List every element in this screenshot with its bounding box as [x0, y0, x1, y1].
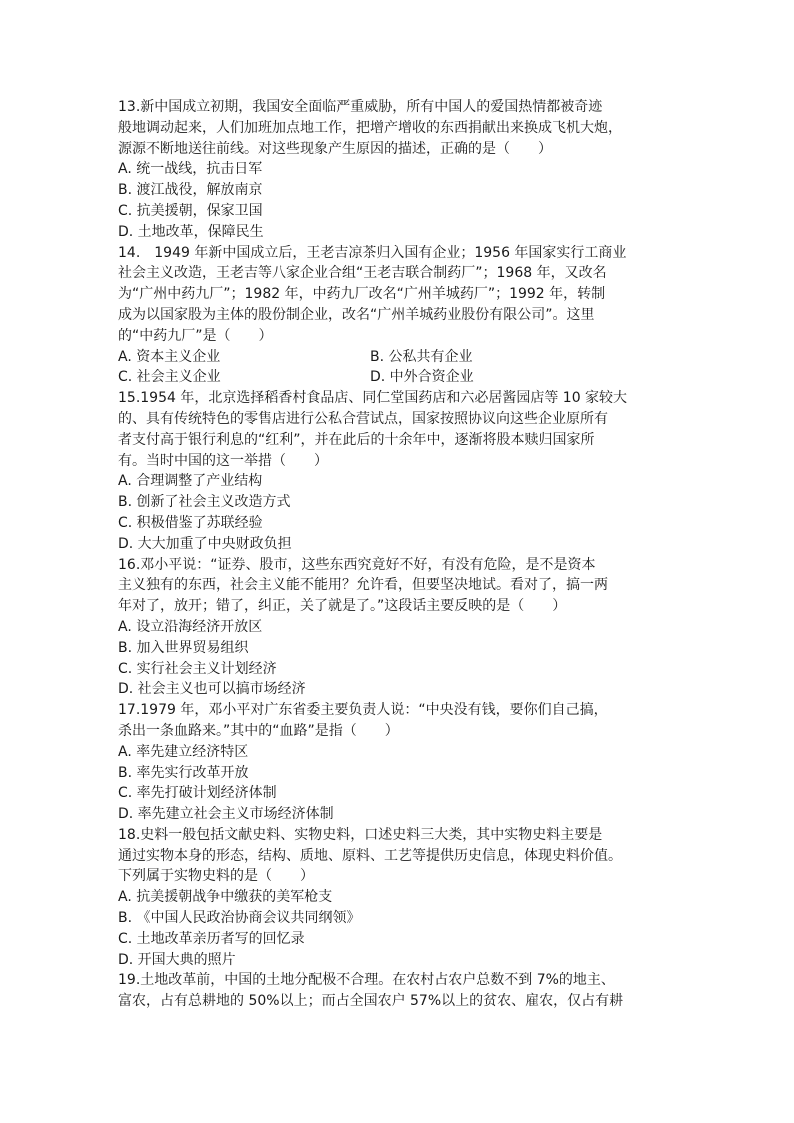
- question-text-line: 通过实物本身的形态，结构、质地、原料、工艺等提供历史信息，体现史料价值。: [118, 847, 622, 864]
- question-13: [118, 97, 678, 243]
- question-16: [118, 555, 678, 701]
- question-text-line: 者支付高于银行利息的“红利”，并在此后的十余年中，逐渐将股本赎归国家所: [118, 431, 595, 448]
- option-a: A. 抗美援朝战争中缴获的美军枪支: [118, 889, 333, 906]
- option-d: D. 土地改革，保障民生: [118, 223, 264, 240]
- option-d: D. 开国大典的照片: [118, 951, 236, 968]
- question-18: [118, 825, 678, 971]
- question-text-line: 为“广州中药九厂”；1982 年，中药九厂改名“广州羊城药厂”；1992 年，转制: [118, 286, 606, 303]
- question-text-line: 13.新中国成立初期，我国安全面临严重威胁，所有中国人的爱国热情都被奇迹: [118, 99, 603, 115]
- question-text-line: 15.1954 年，北京选择稻香村食品店、同仁堂国药店和六必居酱园店等 10 家较大: [118, 390, 628, 407]
- option-row: [118, 347, 678, 368]
- question-text-line: 杀出一条血路来。”其中的“血路”是指（ ）: [118, 722, 399, 739]
- option-c: C. 积极借鉴了苏联经验: [118, 514, 263, 531]
- option-a: A. 合理调整了产业结构: [118, 473, 263, 490]
- option-b: B. 率先实行改革开放: [118, 764, 249, 781]
- question-text-line: 的、具有传统特色的零售店进行公私合营试点，国家按照协议向这些企业原所有: [118, 410, 608, 427]
- question-17: [118, 700, 678, 825]
- option-d: D. 社会主义也可以搞市场经济: [118, 681, 306, 698]
- option-c: C. 抗美援朝，保家卫国: [118, 202, 263, 219]
- option-a: A. 设立沿海经济开放区: [118, 618, 263, 635]
- question-text-line: 19.土地改革前，中国的土地分配极不合理。在农村占农户总数不到 7%的地主、: [118, 972, 615, 989]
- question-15: [118, 388, 678, 554]
- question-text-line: 般地调动起来，人们加班加点地工作，把增产增收的东西捐献出来换成飞机大炮，: [118, 119, 622, 136]
- option-a: A. 资本主义企业: [118, 348, 221, 365]
- question-text-line: 社会主义改造，王老吉等八家企业合组“王老吉联合制药厂”；1968 年，又改名: [118, 265, 607, 282]
- option-b: B. 公私共有企业: [370, 348, 473, 365]
- question-text-line: 18.史料一般包括文献史料、实物史料，口述史料三大类，其中实物史料主要是: [118, 826, 603, 843]
- option-a: A. 率先建立经济特区: [118, 743, 249, 760]
- option-b: B. 创新了社会主义改造方式: [118, 494, 291, 511]
- question-text-line: 主义独有的东西，社会主义能不能用？允许看，但要坚决地试。看对了，搞一两: [118, 577, 608, 594]
- question-19: [118, 970, 678, 1012]
- question-text-line: 成为以国家股为主体的股份制企业，改名“广州羊城药业股份有限公司”。这里: [118, 306, 595, 323]
- option-d: D. 中外合资企业: [370, 369, 474, 386]
- option-c: C. 率先打破计划经济体制: [118, 785, 277, 802]
- option-b: B. 加入世界贸易组织: [118, 639, 249, 656]
- question-text-line: 源源不断地送往前线。对这些现象产生原因的描述，正确的是（ ）: [118, 140, 552, 157]
- question-text-line: 16.邓小平说：“证券、股市，这些东西究竟好不好，有没有危险，是不是资本: [118, 556, 596, 573]
- option-c: C. 实行社会主义计划经济: [118, 660, 277, 677]
- option-b: B. 渡江战役，解放南京: [118, 182, 263, 199]
- question-text-line: 有。当时中国的这一举措（ ）: [118, 452, 328, 469]
- exam-page: [118, 97, 678, 1012]
- question-text-line: 年对了，放开；错了，纠正，关了就是了。”这段话主要反映的是（ ）: [118, 598, 567, 615]
- option-row: [118, 367, 678, 388]
- question-text-line: 富农，占有总耕地的 50%以上；而占全国农户 57%以上的贫农、雇农，仅占有耕: [118, 993, 624, 1010]
- question-text-line: 14. 1949 年新中国成立后，王老吉凉茶归入国有企业；1956 年国家实行工商业: [118, 244, 627, 261]
- option-d: D. 率先建立社会主义市场经济体制: [118, 806, 334, 823]
- option-a: A. 统一战线，抗击日军: [118, 161, 263, 178]
- question-text-line: 下列属于实物史料的是（ ）: [118, 868, 314, 885]
- question-text-line: 的“中药九厂”是（ ）: [118, 327, 273, 344]
- question-14: [118, 243, 678, 389]
- question-text-line: 17.1979 年，邓小平对广东省委主要负责人说：“中央没有钱，要你们自己搞，: [118, 702, 608, 719]
- option-b: B. 《中国人民政治协商会议共同纲领》: [118, 910, 361, 927]
- option-d: D. 大大加重了中央财政负担: [118, 535, 292, 552]
- option-c: C. 土地改革亲历者写的回忆录: [118, 930, 305, 947]
- option-c: C. 社会主义企业: [118, 369, 221, 386]
